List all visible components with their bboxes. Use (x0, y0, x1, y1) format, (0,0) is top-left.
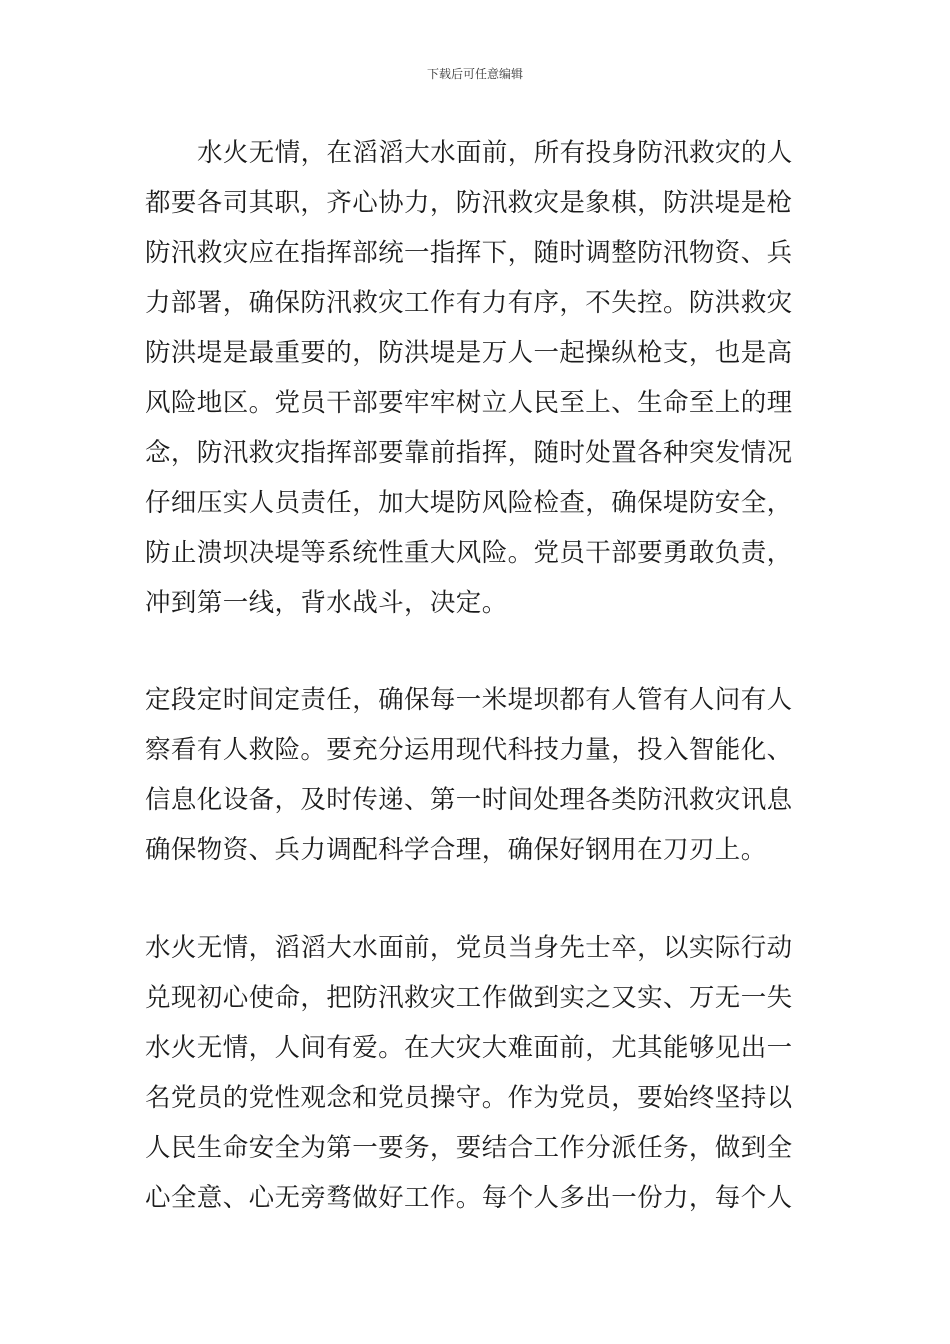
text-line: 水火无情，滔滔大水面前，党员当身先士卒，以实际行动 (145, 933, 793, 963)
text-line: 防洪堤是最重要的，防洪堤是万人一起操纵枪支，也是高 (145, 338, 793, 368)
text-line: 水火无情，人间有爱。在大灾大难面前，尤其能够见出一 (145, 1033, 793, 1063)
text-line: 仔细压实人员责任，加大堤防风险检查，确保堤防安全， (145, 488, 793, 518)
text-line: 防止溃坝决堤等系统性重大风险。党员干部要勇敢负责， (145, 538, 793, 568)
text-line: 信息化设备，及时传递、第一时间处理各类防汛救灾讯息 (145, 785, 793, 815)
paragraph-1 (145, 128, 815, 628)
text-line: 名党员的党性观念和党员操守。作为党员，要始终坚持以 (145, 1083, 793, 1113)
text-line: 念，防汛救灾指挥部要靠前指挥，随时处置各种突发情况 (145, 438, 793, 468)
text-line: 冲到第一线，背水战斗，决定。 (145, 588, 508, 618)
text-line: 水火无情，在滔滔大水面前，所有投身防汛救灾的人 (197, 138, 793, 168)
text-line: 确保物资、兵力调配科学合理，确保好钢用在刀刃上。 (145, 835, 767, 865)
text-line: 人民生命安全为第一要务，要结合工作分派任务，做到全 (145, 1133, 793, 1163)
text-line: 定段定时间定责任，确保每一米堤坝都有人管有人问有人 (145, 685, 793, 715)
text-line: 察看有人救险。要充分运用现代科技力量，投入智能化、 (145, 735, 793, 765)
text-line: 心全意、心无旁骛做好工作。每个人多出一份力，每个人 (145, 1183, 793, 1213)
paragraph-3 (145, 923, 815, 1223)
text-line: 都要各司其职，齐心协力，防汛救灾是象棋，防洪堤是枪 (145, 188, 793, 218)
text-line: 力部署，确保防汛救灾工作有力有序，不失控。防洪救灾 (145, 288, 793, 318)
page-header: 下载后可任意编辑 (426, 67, 523, 81)
paragraph-2 (145, 675, 815, 875)
text-line: 风险地区。党员干部要牢牢树立人民至上、生命至上的理 (145, 388, 793, 418)
text-line: 兑现初心使命，把防汛救灾工作做到实之又实、万无一失 (145, 983, 793, 1013)
text-line: 防汛救灾应在指挥部统一指挥下，随时调整防汛物资、兵 (145, 238, 793, 268)
